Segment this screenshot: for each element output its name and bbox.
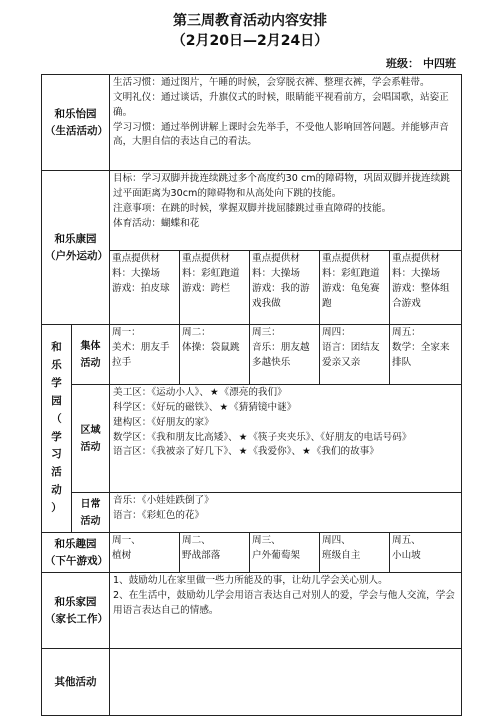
play-day-2: 周二、 野战部落 xyxy=(180,533,250,573)
daily-lang: 语言：《彩虹色的花》 xyxy=(113,509,205,521)
row-play xyxy=(42,533,462,573)
group-day-3: 周三： 音乐：朋友越多越快乐 xyxy=(250,325,320,385)
outdoor-target: 目标：学习双脚并拢连续跳过多个高度约30 cm的障碍物，巩固双脚并拢连续跳过平面距离为30cm的障碍物和从高处向下跳的技能。 xyxy=(113,173,450,199)
row-outdoor-goals xyxy=(42,171,462,251)
play-day-3: 周三、 户外葡萄架 xyxy=(250,533,320,573)
group-day-5: 周五： 数学：全家来排队 xyxy=(390,325,462,385)
outdoor-notes: 注意事项：在跳的时候，掌握双脚并拢屈膝跳过垂直障碍的技能。 xyxy=(113,202,392,214)
family-item-2: 2、在生活中，鼓励幼儿学会用语言表达自己对别人的爱，学会与他人交流，学会用语言表达自己的情感。 xyxy=(113,589,455,616)
label-daily-activity: 日常 活动 xyxy=(72,493,110,533)
label-study: 和 乐 学 园 （ 学 习 活 动 ） xyxy=(42,325,72,533)
label-other: 其他活动 xyxy=(42,649,110,716)
class-info xyxy=(386,55,456,71)
outdoor-day-5: 重点提供材料：大操场 游戏：整体组合游戏 xyxy=(390,251,462,325)
life-study-habit: 学习习惯：通过举例讲解上课时会先举手，不受他人影响回答问题。并能够声音高，大胆自信的表达自己的看法。 xyxy=(113,121,449,148)
label-area-activity: 区域 活动 xyxy=(72,385,110,493)
play-day-1: 周一、 植树 xyxy=(110,533,180,573)
date-range: （2月20日—2月24日） xyxy=(171,33,329,49)
class-name: 中四班 xyxy=(423,57,456,70)
page-title: 第三周教育活动内容安排 xyxy=(173,13,327,29)
outdoor-day-2: 重点提供材料：彩虹跑道 游戏：跨栏 xyxy=(180,251,250,325)
area-build: 建构区：《好朋友的家》 xyxy=(113,416,214,428)
family-item-1: 1、鼓励幼儿在家里做一些力所能及的事，让幼儿学会关心别人。 xyxy=(113,575,388,586)
row-study-area xyxy=(42,385,462,493)
outdoor-sport: 体育活动：蝴蝶和花 xyxy=(113,217,200,229)
area-science: 科学区：《好玩的磁铁》、★《猜猜镜中谜》 xyxy=(113,401,297,413)
life-content xyxy=(110,75,462,171)
label-outdoor: 和乐康园 （户外运动） xyxy=(42,171,110,325)
play-day-4: 周四、 班级自主 xyxy=(320,533,390,573)
outdoor-goals xyxy=(110,171,462,251)
area-content xyxy=(110,385,462,493)
area-art: 美工区：《运动小人》、★《漂亮的我们》 xyxy=(113,387,287,398)
label-play: 和乐趣园 （下午游戏） xyxy=(42,533,110,573)
family-content xyxy=(110,573,462,649)
row-study-daily xyxy=(42,493,462,533)
outdoor-day-1: 重点提供材料：大操场 游戏：拍皮球 xyxy=(110,251,180,325)
label-group-activity: 集体 活动 xyxy=(72,325,110,385)
class-label: 班级： xyxy=(386,57,419,70)
daily-content xyxy=(110,493,462,533)
outdoor-day-3: 重点提供材料：大操场 游戏：我的游戏我做 xyxy=(250,251,320,325)
play-day-5: 周五、 小山坡 xyxy=(390,533,462,573)
other-content xyxy=(110,649,462,716)
row-study-group xyxy=(42,325,462,385)
schedule-table xyxy=(41,74,462,716)
area-math: 数学区：《我和朋友比高矮》、★《筷子夹夹乐》、《好朋友的电话号码》 xyxy=(113,431,412,443)
row-life xyxy=(42,75,462,171)
row-family xyxy=(42,573,462,649)
life-etiquette: 文明礼仪：通过谈话，升旗仪式的时候，眼睛能平视看前方，会唱国歌，站姿正确。 xyxy=(113,91,449,118)
group-day-2: 周二： 体操：袋鼠跳 xyxy=(180,325,250,385)
life-habit: 生活习惯：通过图片，午睡的时候，会穿脱衣裤、整理衣裤，学会系鞋带。 xyxy=(113,77,430,88)
label-life: 和乐怡园 （生活活动） xyxy=(42,75,110,171)
group-day-1: 周一： 美术：朋友手拉手 xyxy=(110,325,180,385)
group-day-4: 周四： 语言：团结友爱亲又亲 xyxy=(320,325,390,385)
row-other xyxy=(42,649,462,716)
outdoor-day-4: 重点提供材料：彩虹跑道 游戏：龟兔赛跑 xyxy=(320,251,390,325)
label-family: 和乐家园 （家长工作） xyxy=(42,573,110,649)
area-lang: 语言区：《我被亲了好几下》、★《我爱你》、★《我们的故事》 xyxy=(113,446,379,458)
daily-music: 音乐：《小娃娃跌倒了》 xyxy=(113,495,214,506)
